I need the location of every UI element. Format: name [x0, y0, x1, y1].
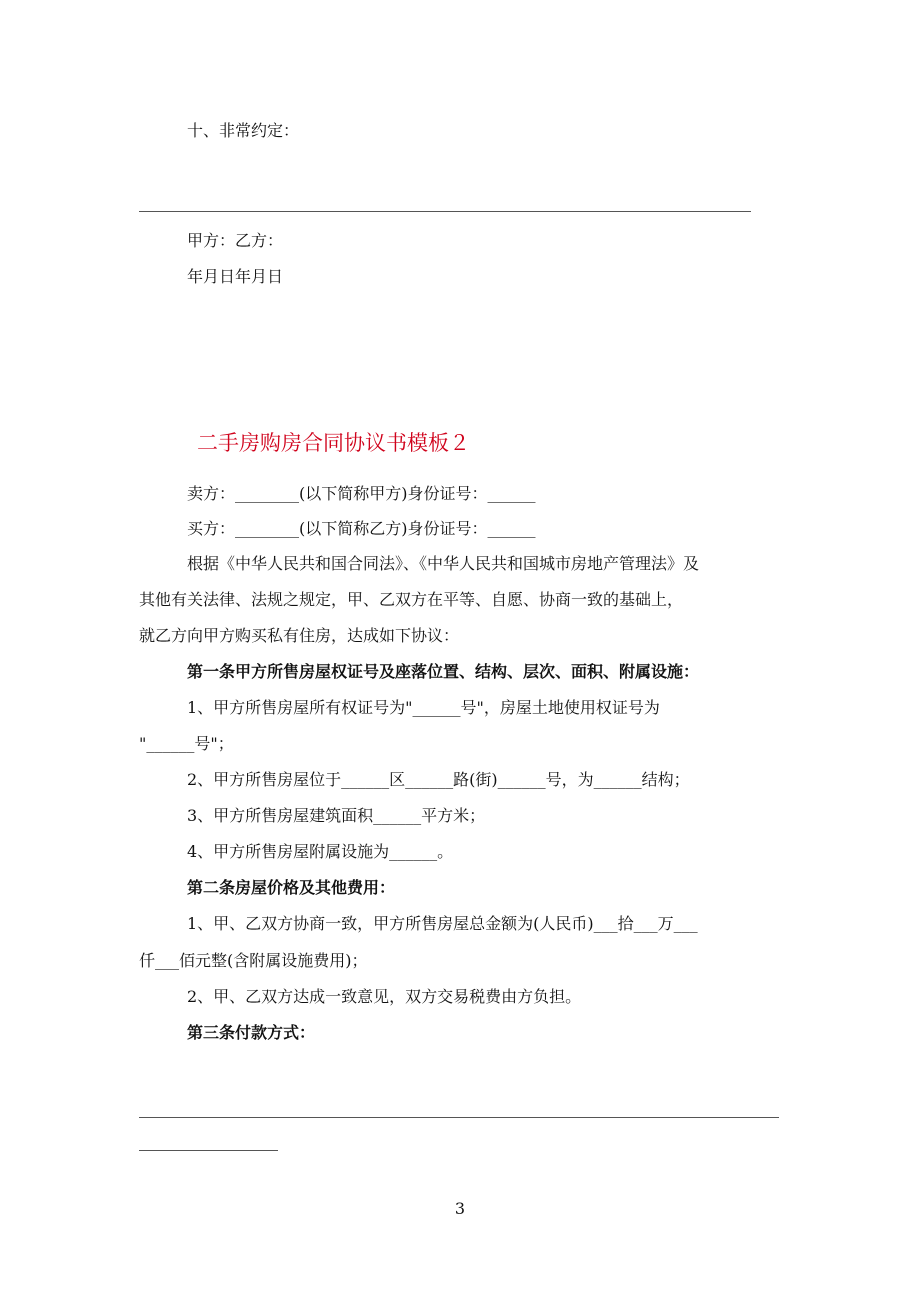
article1-item1-line2: "______号"； [139, 734, 234, 753]
divider-rule-top [139, 211, 751, 212]
article2-item1-line2: 仟___佰元整(含附属设施费用)； [139, 951, 368, 970]
article2-item2: 2、甲、乙双方达成一致意见，双方交易税费由方负担。 [187, 987, 582, 1006]
preamble-line-3: 就乙方向甲方购买私有住房，达成如下协议： [139, 626, 460, 645]
blank-fill-rule-short [139, 1150, 278, 1151]
article2-item1-line1: 1、甲、乙双方协商一致，甲方所售房屋总金额为(人民币)___拾___万___ [187, 914, 698, 933]
article2-heading: 第二条房屋价格及其他费用： [187, 878, 396, 897]
article1-heading: 第一条甲方所售房屋权证号及座落位置、结构、层次、面积、附属设施： [187, 662, 700, 681]
special-terms-line: 十、非常约定： [187, 121, 300, 140]
article1-item2: 2、甲方所售房屋位于______区______路(街)______号，为______结构； [187, 770, 690, 789]
article1-item4: 4、甲方所售房屋附属设施为______。 [187, 842, 454, 861]
article1-item1-line1: 1、甲方所售房屋所有权证号为"______号"，房屋土地使用权证号为 [187, 698, 660, 717]
preamble-line-2: 其他有关法律、法规之规定，甲、乙双方在平等、自愿、协商一致的基础上， [139, 590, 684, 609]
date-line: 年月日年月日 [187, 267, 284, 286]
preamble-line-1: 根据《中华人民共和国合同法》、《中华人民共和国城市房地产管理法》及 [187, 554, 700, 573]
article1-item3: 3、甲方所售房屋建筑面积______平方米； [187, 806, 486, 825]
document-title: 二手房购房合同协议书模板２ [197, 431, 470, 455]
page-number: 3 [454, 1199, 466, 1218]
buyer-line: 买方：________(以下简称乙方)身份证号：______ [187, 519, 536, 538]
blank-fill-rule-long [139, 1117, 779, 1118]
seller-line: 卖方：________(以下简称甲方)身份证号：______ [187, 484, 536, 503]
article3-heading: 第三条付款方式： [187, 1023, 316, 1042]
signature-line: 甲方：乙方： [187, 231, 284, 250]
